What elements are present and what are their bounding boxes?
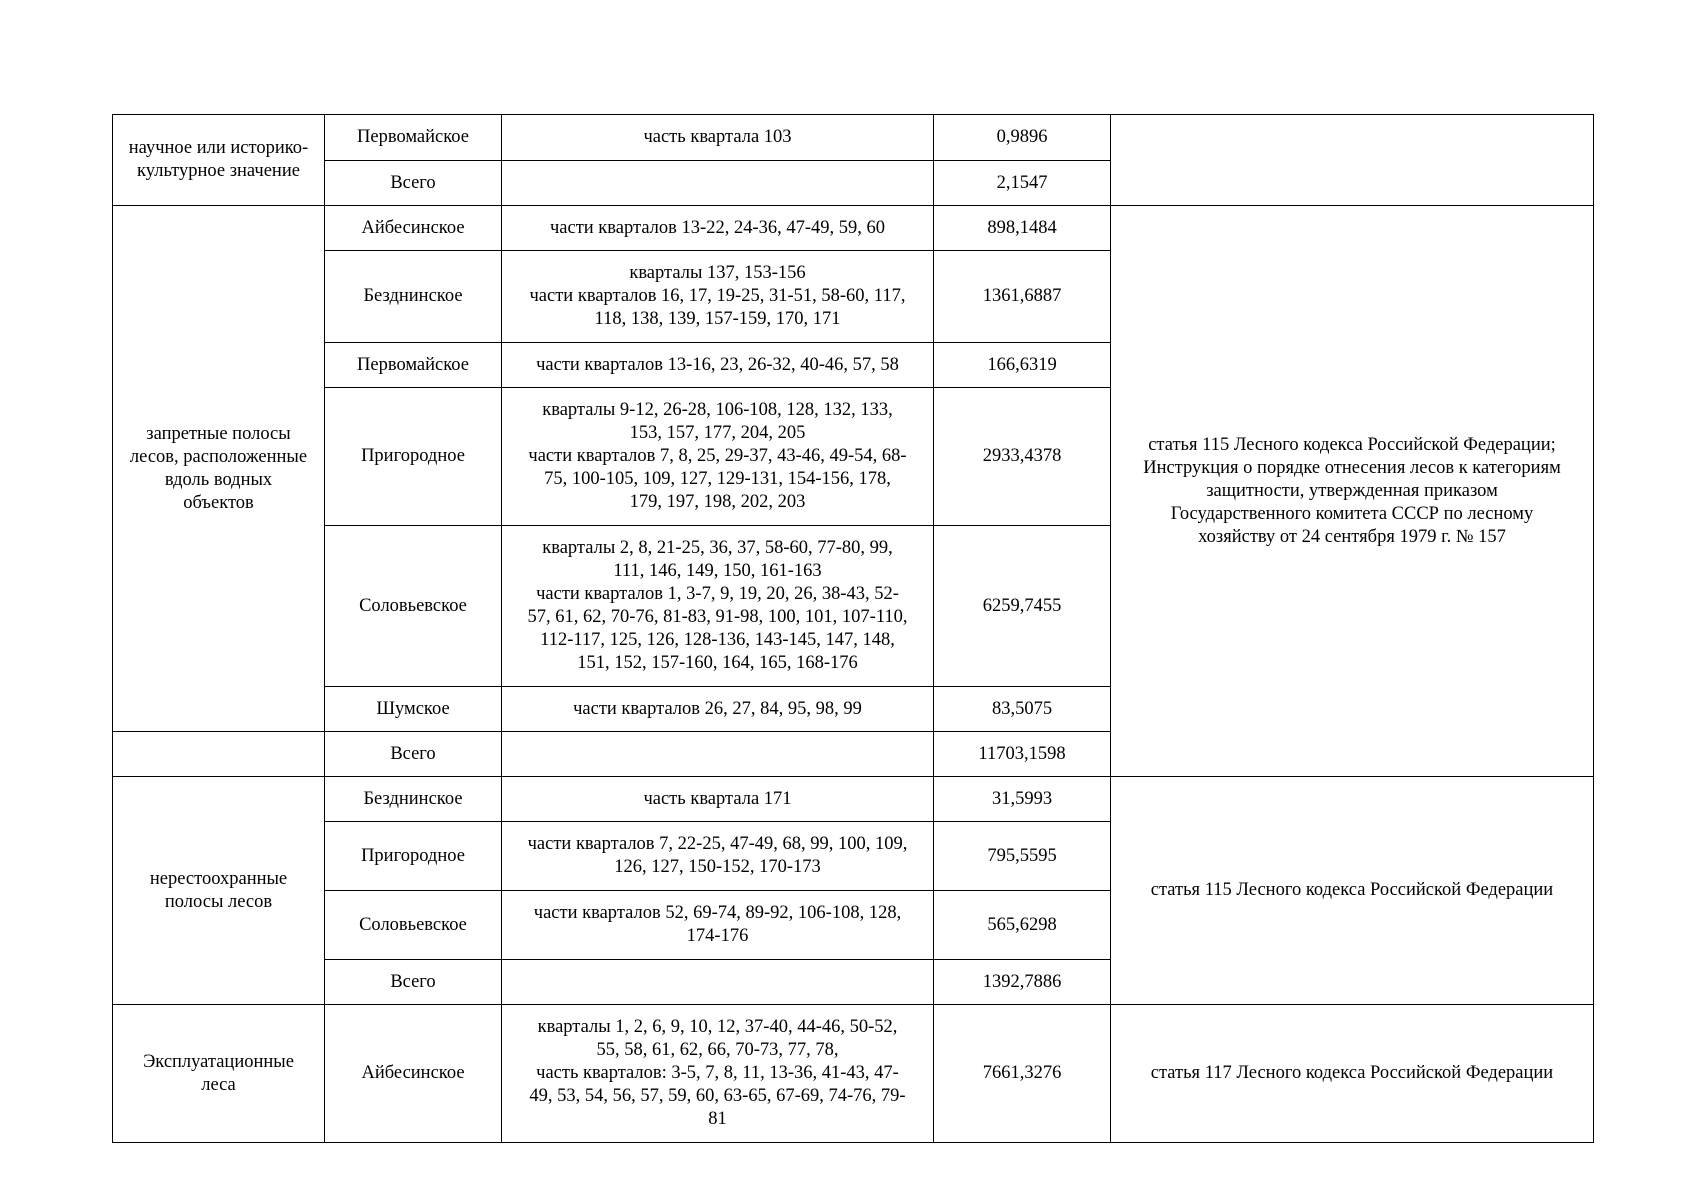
forestry-cell: Шумское xyxy=(325,687,502,732)
quarters-cell: кварталы 137, 153-156 части кварталов 16, 17, 19-25, 31-51, 58-60, 117, 118, 138, 139, 157-159, 170, 171 xyxy=(502,251,934,343)
category-cell: Эксплуатационные леса xyxy=(113,1005,325,1143)
quarters-cell xyxy=(502,960,934,1005)
area-cell: 83,5075 xyxy=(934,687,1111,732)
forestry-cell: Соловьевское xyxy=(325,526,502,687)
forestry-cell: Первомайское xyxy=(325,343,502,388)
forestry-cell: Айбесинское xyxy=(325,206,502,251)
quarters-cell: части кварталов 7, 22-25, 47-49, 68, 99, 100, 109, 126, 127, 150-152, 170-173 xyxy=(502,822,934,891)
area-cell: 795,5595 xyxy=(934,822,1111,891)
legal-basis-cell: статья 115 Лесного кодекса Российской Федерации; Инструкция о порядке отнесения лесов к категориям защитности, утвержденная приказом Государственного комитета СССР по лесному хозяйству от 24 сентября 1979 г. № 157 xyxy=(1111,206,1594,777)
table-row xyxy=(113,115,1594,161)
area-cell: 2933,4378 xyxy=(934,388,1111,526)
forestry-cell: Всего xyxy=(325,732,502,777)
forestry-cell: Безднинское xyxy=(325,777,502,822)
area-cell: 565,6298 xyxy=(934,891,1111,960)
table-row xyxy=(113,777,1594,822)
legal-basis-cell: статья 117 Лесного кодекса Российской Федерации xyxy=(1111,1005,1594,1143)
forestry-cell: Пригородное xyxy=(325,388,502,526)
quarters-cell: кварталы 1, 2, 6, 9, 10, 12, 37-40, 44-46, 50-52, 55, 58, 61, 62, 66, 70-73, 77, 78, часть кварталов: 3-5, 7, 8, 11, 13-36, 41-43, 47- 49, 53, 54, 56, 57, 59, 60, 63-65, 67-69, 74-76, 79- 81 xyxy=(502,1005,934,1143)
forestry-cell: Соловьевское xyxy=(325,891,502,960)
area-cell: 31,5993 xyxy=(934,777,1111,822)
legal-basis-cell xyxy=(1111,115,1594,206)
area-cell: 898,1484 xyxy=(934,206,1111,251)
area-cell: 6259,7455 xyxy=(934,526,1111,687)
forest-protection-table xyxy=(112,114,1594,1143)
area-cell: 166,6319 xyxy=(934,343,1111,388)
area-cell: 1361,6887 xyxy=(934,251,1111,343)
quarters-cell: кварталы 9-12, 26-28, 106-108, 128, 132, 133, 153, 157, 177, 204, 205 части кварталов 7, 8, 25, 29-37, 43-46, 49-54, 68- 75, 100-105, 109, 127, 129-131, 154-156, 178, 179, 197, 198, 202, 203 xyxy=(502,388,934,526)
area-cell: 11703,1598 xyxy=(934,732,1111,777)
quarters-cell: часть квартала 103 xyxy=(502,115,934,161)
area-cell: 7661,3276 xyxy=(934,1005,1111,1143)
forestry-cell: Всего xyxy=(325,161,502,206)
forestry-cell: Безднинское xyxy=(325,251,502,343)
category-cell: нерестоохранные полосы лесов xyxy=(113,777,325,1005)
area-cell: 0,9896 xyxy=(934,115,1111,161)
forestry-cell: Первомайское xyxy=(325,115,502,161)
quarters-cell: кварталы 2, 8, 21-25, 36, 37, 58-60, 77-80, 99, 111, 146, 149, 150, 161-163 части кварталов 1, 3-7, 9, 19, 20, 26, 38-43, 52- 57, 61, 62, 70-76, 81-83, 91-98, 100, 101, 107-110, 112-117, 125, 126, 128-136, 143-145, 147, 148, 151, 152, 157-160, 164, 165, 168-176 xyxy=(502,526,934,687)
forestry-cell: Пригородное xyxy=(325,822,502,891)
category-cell xyxy=(113,732,325,777)
category-cell: запретные полосы лесов, расположенные вдоль водных объектов xyxy=(113,206,325,732)
quarters-cell xyxy=(502,161,934,206)
quarters-cell: части кварталов 13-22, 24-36, 47-49, 59, 60 xyxy=(502,206,934,251)
forestry-cell: Айбесинское xyxy=(325,1005,502,1143)
area-cell: 1392,7886 xyxy=(934,960,1111,1005)
quarters-cell: части кварталов 13-16, 23, 26-32, 40-46, 57, 58 xyxy=(502,343,934,388)
quarters-cell: части кварталов 52, 69-74, 89-92, 106-108, 128, 174-176 xyxy=(502,891,934,960)
category-cell: научное или историко- культурное значение xyxy=(113,115,325,206)
legal-basis-cell: статья 115 Лесного кодекса Российской Федерации xyxy=(1111,777,1594,1005)
area-cell: 2,1547 xyxy=(934,161,1111,206)
quarters-cell xyxy=(502,732,934,777)
forestry-cell: Всего xyxy=(325,960,502,1005)
quarters-cell: часть квартала 171 xyxy=(502,777,934,822)
table-row xyxy=(113,1005,1594,1143)
table-row xyxy=(113,206,1594,251)
quarters-cell: части кварталов 26, 27, 84, 95, 98, 99 xyxy=(502,687,934,732)
